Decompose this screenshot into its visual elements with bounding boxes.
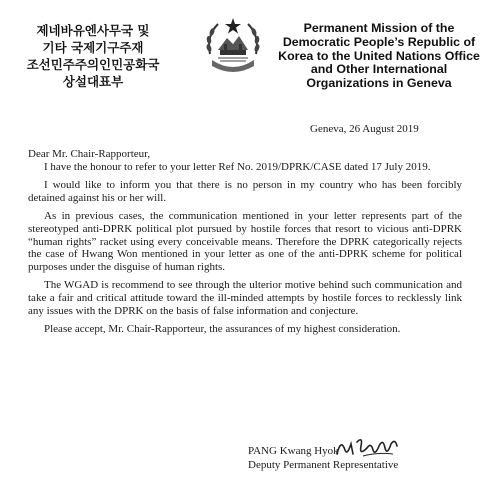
letter-paragraph: As in previous cases, the communication mentioned in your letter represents part of the stereotyped anti-DPRK political plot pursued by hostile forces that resort to vicious anti-DPRK “human rights” racket using every conceivable means. Therefore the DPRK categorically rejects the case of Hwang Won mentioned in your letter as one of the anti-DPRK scheme for political purposes under the disguise of human rights.	[28, 210, 462, 273]
dprk-emblem-icon	[200, 14, 266, 80]
letter-paragraph: The WGAD is recommend to see through the ulterior motive behind such communication and take a fair and critical attitude toward the ill-minded attempts by hostile forces to recklessly link any issues with the DPRK on the basis of false information and conjecture.	[28, 279, 462, 317]
english-letterhead	[266, 22, 492, 91]
korean-letterhead	[8, 22, 178, 90]
signatory-title: Deputy Permanent Representative	[248, 459, 399, 471]
korean-letterhead-line: 제네바유엔사무국 및	[36, 23, 150, 38]
english-letterhead-line: Korea to the United Nations Office	[278, 48, 480, 63]
korean-letterhead-line: 상설대표부	[62, 74, 124, 89]
english-letterhead-line: Permanent Mission of the	[303, 21, 455, 35]
handwritten-signature	[333, 432, 403, 462]
korean-letterhead-line: 기타 국제기구주재	[42, 40, 144, 55]
english-letterhead-line: Democratic People’s Republic of	[282, 34, 476, 49]
english-letterhead-line: Organizations in Geneva	[306, 76, 452, 91]
letter-paragraph: Please accept, Mr. Chair-Rapporteur, the assurances of my highest consideration.	[44, 323, 401, 336]
letter-paragraph: I would like to inform you that there is no person in my country who has been forcibly detained against his or her will.	[28, 179, 462, 204]
salutation: Dear Mr. Chair-Rapporteur,	[28, 148, 151, 160]
english-letterhead-line: and Other International	[310, 62, 448, 77]
letter-date: Geneva, 26 August 2019	[310, 123, 419, 135]
signatory-name: PANG Kwang Hyok	[248, 445, 339, 457]
korean-letterhead-line: 조선민주주의인민공화국	[26, 57, 160, 72]
letter-body	[28, 148, 462, 342]
letter-paragraph: I have the honour to refer to your letter Ref No. 2019/DPRK/CASE dated 17 July 2019.	[44, 160, 431, 173]
